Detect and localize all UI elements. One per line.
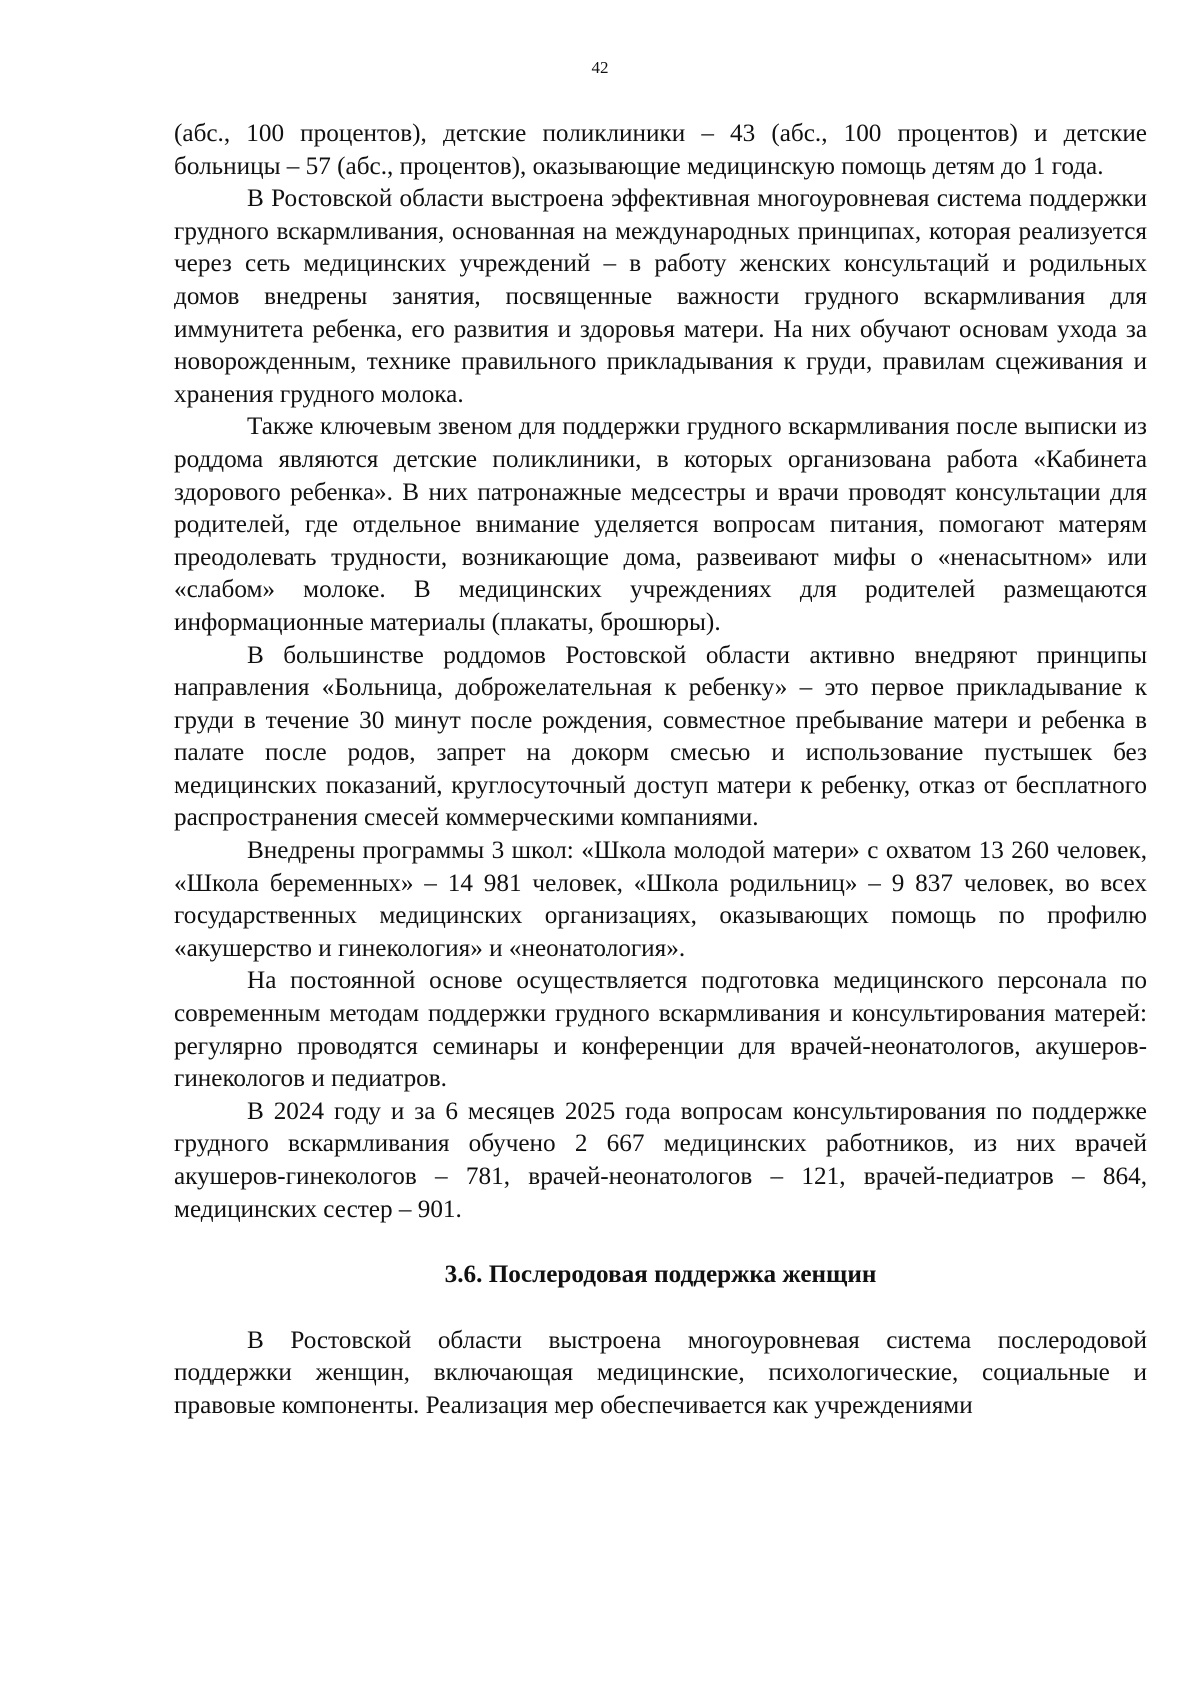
section-heading: 3.6. Послеродовая поддержка женщин	[444, 1261, 877, 1289]
paragraph-breastfeeding-system: В Ростовской области выстроена эффективная многоуровневая система поддержки грудного вскармливания, основанная на международных принципах, которая реализуется через сеть медицинских учреждений – в работу женских консультаций и родильных домов внедрены занятия, посвященные важности грудного вскармливания для иммунитета ребенка, его развития и здоровья матери. На них обучают основам ухода за новорожденным, технике правильного прикладывания к груди, правилам сцеживания и хранения грудного молока.	[174, 185, 1147, 408]
paragraph-staff-training: На постоянной основе осуществляется подготовка медицинского персонала по современным методам поддержки грудного вскармливания и консультирования матерей: регулярно проводятся семинары и конференции для врачей-неонатологов, акушеров-гинекологов и педиатров.	[174, 967, 1147, 1093]
document-body	[174, 118, 1147, 1423]
paragraph-continuation: (абс., 100 процентов), детские поликлиники – 43 (абс., 100 процентов) и детские больницы – 57 (абс., процентов), оказывающие медицинскую помощь детям до 1 года.	[174, 120, 1147, 180]
paragraph-training-statistics: В 2024 году и за 6 месяцев 2025 года вопросам консультирования по поддержке грудного вскармливания обучено 2 667 медицинских работников, из них врачей акушеров-гинекологов – 781, врачей-неонатологов – 121, врачей-педиатров – 864, медицинских сестер – 901.	[174, 1097, 1147, 1223]
paragraph-baby-friendly-hospital: В большинстве роддомов Ростовской области активно внедряют принципы направления «Больница, доброжелательная к ребенку» – это первое прикладывание к груди в течение 30 минут после рождения, совместное пребывание матери и ребенка в палате после родов, запрет на докорм смесью и использование пустышек без медицинских показаний, круглосуточный доступ матери к ребенку, отказ от бесплатного распространения смесей коммерческими компаниями.	[174, 641, 1147, 832]
paragraph-schools-programs: Внедрены программы 3 школ: «Школа молодой матери» с охватом 13 260 человек, «Школа беременных» – 14 981 человек, «Школа родильниц» – 9 837 человек, во всех государственных медицинских организациях, оказывающих помощь по профилю «акушерство и гинекология» и «неонатология».	[174, 837, 1147, 962]
page-number: 42	[591, 58, 609, 77]
paragraph-postpartum-support: В Ростовской области выстроена многоуровневая система послеродовой поддержки женщин, включающая медицинские, психологические, социальные и правовые компоненты. Реализация мер обеспечивается как учреждениями	[174, 1326, 1147, 1419]
paragraph-children-polyclinics: Также ключевым звеном для поддержки грудного вскармливания после выписки из роддома являются детские поликлиники, в которых организована работа «Кабинета здорового ребенка». В них патронажные медсестры и врачи проводят консультации для родителей, где отдельное внимание уделяется вопросам питания, помогают матерям преодолевать трудности, возникающие дома, развеивают мифы о «ненасытном» или «слабом» молоке. В медицинских учреждениях для родителей размещаются информационные материалы (плакаты, брошюры).	[174, 413, 1147, 636]
